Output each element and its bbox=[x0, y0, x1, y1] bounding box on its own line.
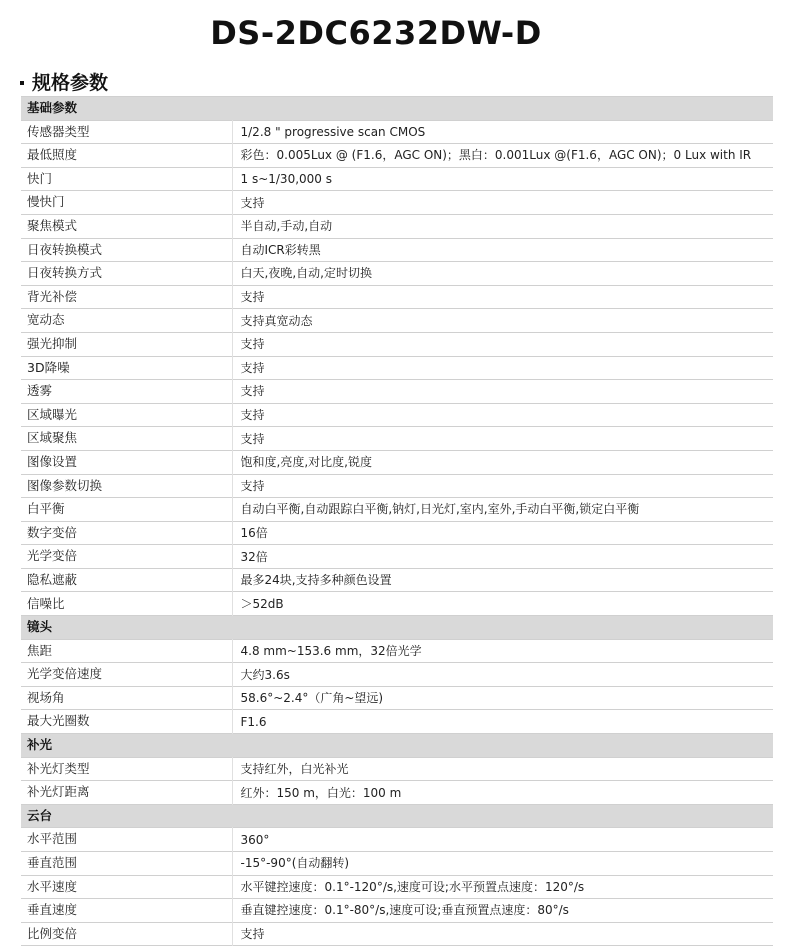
spec-value: F1.6 bbox=[232, 710, 773, 734]
table-row bbox=[21, 663, 773, 687]
group-header: 补光 bbox=[21, 734, 773, 758]
table-row bbox=[21, 686, 773, 710]
spec-value: 支持 bbox=[232, 191, 773, 215]
spec-label: 比例变倍 bbox=[21, 922, 232, 946]
spec-label: 快门 bbox=[21, 167, 232, 191]
group-header-row bbox=[21, 734, 773, 758]
spec-label: 背光补偿 bbox=[21, 285, 232, 309]
table-row bbox=[21, 380, 773, 404]
spec-label: 区域聚焦 bbox=[21, 427, 232, 451]
spec-value: 最多24块,支持多种颜色设置 bbox=[232, 568, 773, 592]
table-row bbox=[21, 875, 773, 899]
spec-label: 垂直速度 bbox=[21, 899, 232, 923]
table-row bbox=[21, 262, 773, 286]
section-heading bbox=[20, 68, 108, 95]
spec-label: 3D降噪 bbox=[21, 356, 232, 380]
spec-label: 补光灯类型 bbox=[21, 757, 232, 781]
group-header: 基础参数 bbox=[21, 97, 773, 121]
spec-label: 日夜转换方式 bbox=[21, 262, 232, 286]
spec-value: 32倍 bbox=[232, 545, 773, 569]
page-title: DS-2DC6232DW-D bbox=[210, 14, 542, 52]
spec-label: 光学变倍 bbox=[21, 545, 232, 569]
group-header-row bbox=[21, 804, 773, 828]
spec-label: 聚焦模式 bbox=[21, 214, 232, 238]
table-row bbox=[21, 167, 773, 191]
spec-label: 区域曝光 bbox=[21, 403, 232, 427]
spec-label: 日夜转换模式 bbox=[21, 238, 232, 262]
spec-value: 1 s~1/30,000 s bbox=[232, 167, 773, 191]
bullet-icon bbox=[20, 81, 24, 85]
table-row bbox=[21, 521, 773, 545]
spec-value: 4.8 mm~153.6 mm，32倍光学 bbox=[232, 639, 773, 663]
spec-value: 支持 bbox=[232, 403, 773, 427]
spec-value: 白天,夜晚,自动,定时切换 bbox=[232, 262, 773, 286]
table-row bbox=[21, 120, 773, 144]
spec-label: 最低照度 bbox=[21, 144, 232, 168]
table-row bbox=[21, 214, 773, 238]
table-row bbox=[21, 781, 773, 805]
spec-value: 1/2.8 " progressive scan CMOS bbox=[232, 120, 773, 144]
spec-label: 图像参数切换 bbox=[21, 474, 232, 498]
spec-value: ＞52dB bbox=[232, 592, 773, 616]
group-header: 镜头 bbox=[21, 616, 773, 640]
spec-value: 58.6°~2.4°（广角~望远) bbox=[232, 686, 773, 710]
table-row bbox=[21, 238, 773, 262]
spec-label: 隐私遮蔽 bbox=[21, 568, 232, 592]
table-row bbox=[21, 922, 773, 946]
spec-label: 最大光圈数 bbox=[21, 710, 232, 734]
spec-label: 信噪比 bbox=[21, 592, 232, 616]
group-header: 云台 bbox=[21, 804, 773, 828]
spec-value: 支持 bbox=[232, 922, 773, 946]
table-row bbox=[21, 498, 773, 522]
spec-value: 360° bbox=[232, 828, 773, 852]
table-row bbox=[21, 568, 773, 592]
spec-value: 支持 bbox=[232, 285, 773, 309]
table-row bbox=[21, 450, 773, 474]
table-row bbox=[21, 757, 773, 781]
table-row bbox=[21, 899, 773, 923]
spec-value: -15°-90°(自动翻转) bbox=[232, 852, 773, 876]
spec-label: 宽动态 bbox=[21, 309, 232, 333]
spec-label: 焦距 bbox=[21, 639, 232, 663]
group-header-row bbox=[21, 97, 773, 121]
spec-value: 垂直键控速度：0.1°-80°/s,速度可设;垂直预置点速度：80°/s bbox=[232, 899, 773, 923]
spec-value: 支持 bbox=[232, 356, 773, 380]
spec-label: 视场角 bbox=[21, 686, 232, 710]
spec-value: 自动ICR彩转黑 bbox=[232, 238, 773, 262]
spec-value: 支持红外，白光补光 bbox=[232, 757, 773, 781]
spec-label: 数字变倍 bbox=[21, 521, 232, 545]
spec-value: 大约3.6s bbox=[232, 663, 773, 687]
table-row bbox=[21, 852, 773, 876]
spec-value: 饱和度,亮度,对比度,锐度 bbox=[232, 450, 773, 474]
spec-label: 透雾 bbox=[21, 380, 232, 404]
spec-value: 红外：150 m，白光：100 m bbox=[232, 781, 773, 805]
spec-value: 半自动,手动,自动 bbox=[232, 214, 773, 238]
spec-label: 图像设置 bbox=[21, 450, 232, 474]
spec-label: 传感器类型 bbox=[21, 120, 232, 144]
table-row bbox=[21, 474, 773, 498]
table-row bbox=[21, 356, 773, 380]
spec-value: 16倍 bbox=[232, 521, 773, 545]
spec-value: 支持 bbox=[232, 332, 773, 356]
spec-table-body bbox=[21, 97, 773, 946]
table-row bbox=[21, 144, 773, 168]
spec-label: 水平速度 bbox=[21, 875, 232, 899]
table-row bbox=[21, 828, 773, 852]
spec-label: 水平范围 bbox=[21, 828, 232, 852]
table-row bbox=[21, 191, 773, 215]
group-header-row bbox=[21, 616, 773, 640]
spec-label: 慢快门 bbox=[21, 191, 232, 215]
table-row bbox=[21, 545, 773, 569]
spec-label: 垂直范围 bbox=[21, 852, 232, 876]
table-row bbox=[21, 639, 773, 663]
table-row bbox=[21, 285, 773, 309]
spec-value: 支持 bbox=[232, 380, 773, 404]
spec-table bbox=[21, 96, 773, 946]
table-row bbox=[21, 592, 773, 616]
spec-label: 白平衡 bbox=[21, 498, 232, 522]
spec-value: 支持 bbox=[232, 474, 773, 498]
table-row bbox=[21, 710, 773, 734]
spec-value: 自动白平衡,自动跟踪白平衡,钠灯,日光灯,室内,室外,手动白平衡,锁定白平衡 bbox=[232, 498, 773, 522]
spec-value: 水平键控速度：0.1°-120°/s,速度可设;水平预置点速度：120°/s bbox=[232, 875, 773, 899]
table-row bbox=[21, 332, 773, 356]
spec-label: 光学变倍速度 bbox=[21, 663, 232, 687]
spec-value: 支持 bbox=[232, 427, 773, 451]
spec-value: 支持真宽动态 bbox=[232, 309, 773, 333]
spec-label: 补光灯距离 bbox=[21, 781, 232, 805]
table-row bbox=[21, 403, 773, 427]
section-heading-label: 规格参数 bbox=[32, 72, 109, 94]
spec-value: 彩色：0.005Lux @ (F1.6，AGC ON)；黑白：0.001Lux @(F1.6，AGC ON)；0 Lux with IR bbox=[232, 144, 773, 168]
table-row bbox=[21, 427, 773, 451]
table-row bbox=[21, 309, 773, 333]
spec-label: 强光抑制 bbox=[21, 332, 232, 356]
